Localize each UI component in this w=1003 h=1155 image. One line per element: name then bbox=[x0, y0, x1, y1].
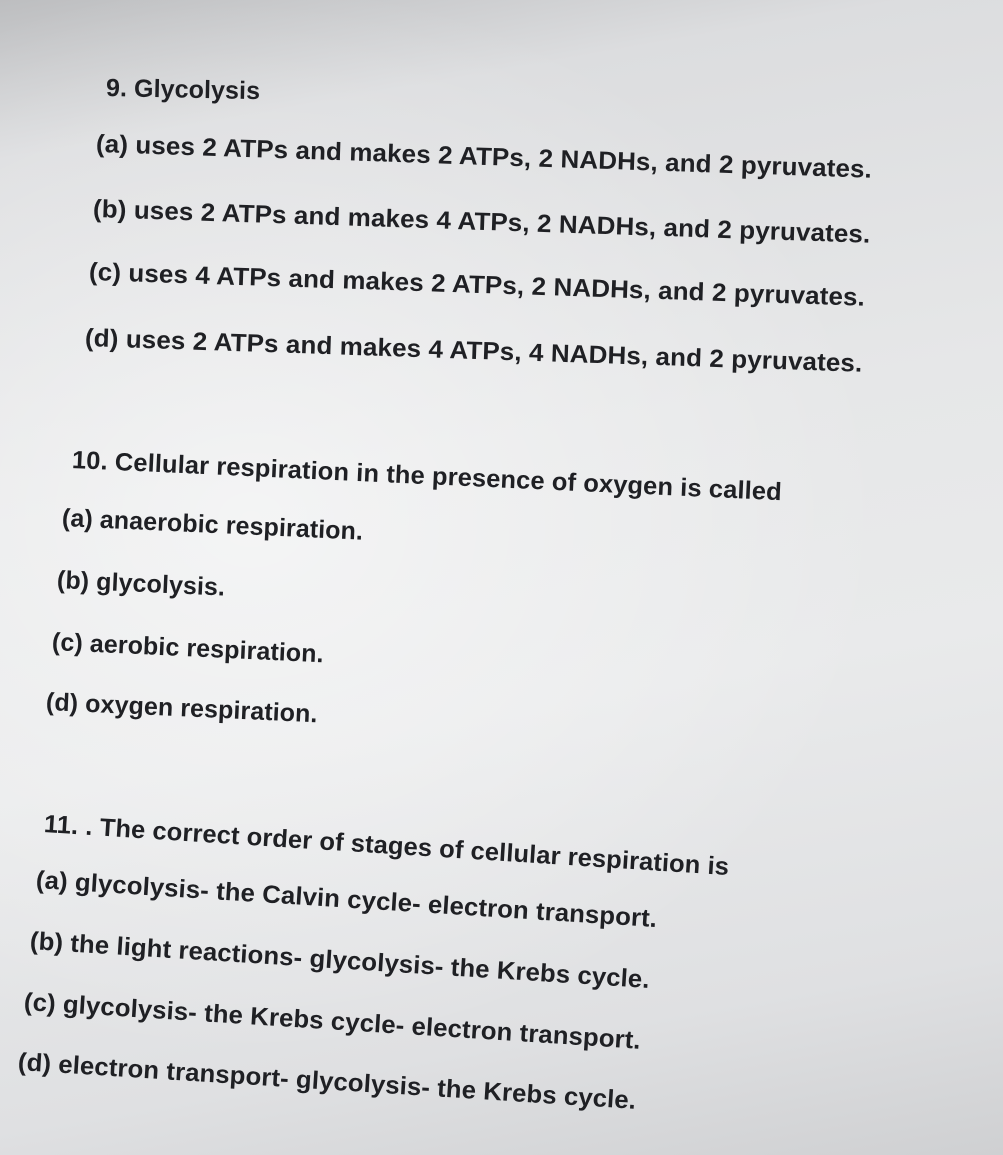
option-c: (c) uses 4 ATPs and makes 2 ATPs, 2 NADHs, and 2 pyruvates. bbox=[88, 258, 866, 312]
option-b: (b) the light reactions- glycolysis- the Krebs cycle. bbox=[29, 927, 651, 994]
option-a: (a) uses 2 ATPs and makes 2 ATPs, 2 NADHs, and 2 pyruvates. bbox=[95, 130, 873, 184]
option-c: (c) aerobic respiration. bbox=[51, 628, 325, 669]
question-stem: 11. . The correct order of stages of cellular respiration is bbox=[43, 810, 730, 882]
question-stem: 10. Cellular respiration in the presence of oxygen is called bbox=[71, 446, 783, 507]
option-a: (a) anaerobic respiration. bbox=[61, 504, 364, 546]
option-b: (b) glycolysis. bbox=[56, 566, 226, 602]
option-d: (d) uses 2 ATPs and makes 4 ATPs, 4 NADHs, and 2 pyruvates. bbox=[84, 324, 863, 378]
question-stem: 9. Glycolysis bbox=[105, 74, 261, 106]
option-c: (c) glycolysis- the Krebs cycle- electron transport. bbox=[23, 988, 642, 1055]
option-b: (b) uses 2 ATPs and makes 4 ATPs, 2 NADHs, and 2 pyruvates. bbox=[92, 195, 871, 249]
option-d: (d) electron transport- glycolysis- the Krebs cycle. bbox=[17, 1048, 637, 1115]
option-d: (d) oxygen respiration. bbox=[45, 688, 319, 729]
option-a: (a) glycolysis- the Calvin cycle- electron transport. bbox=[35, 866, 658, 934]
